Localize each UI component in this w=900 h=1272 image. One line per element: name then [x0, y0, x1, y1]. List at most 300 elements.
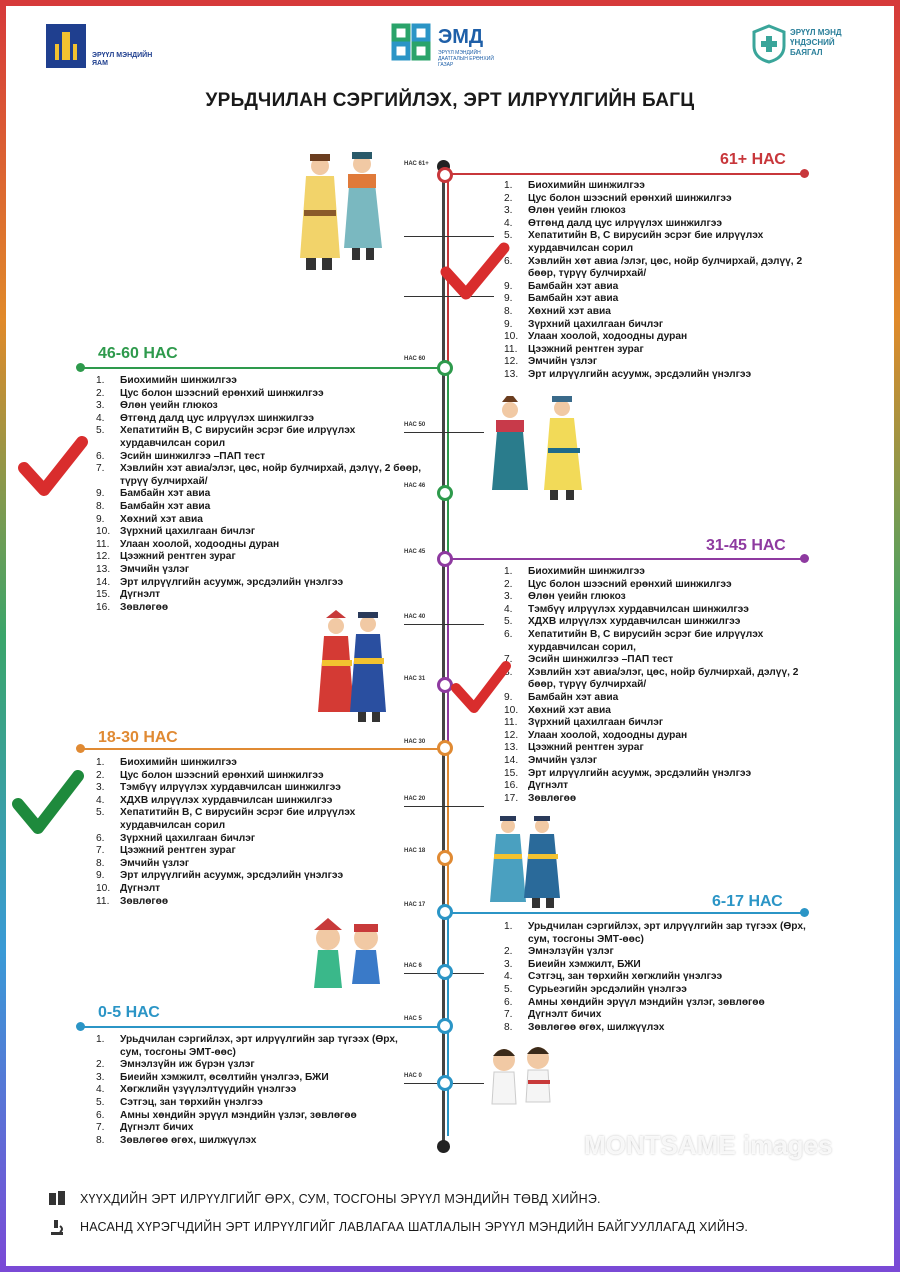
age-tick-30: НАС 30: [404, 739, 426, 745]
footer-line-2: [48, 1218, 748, 1236]
list-item-text: Хэвлийн хэт авиа/элэг, цөс, нойр булчирхай, дэлүү, 2 бөөр, түрүү булчирхай/: [528, 666, 799, 691]
list-item-text: Бамбайн хэт авиа: [120, 500, 211, 512]
list-item-text: Цус болон шээсний ерөнхий шинжилгээ: [120, 387, 324, 399]
list-item: [504, 218, 824, 231]
list-item: [504, 755, 824, 768]
g0-line: [80, 1026, 440, 1028]
axis-segment-46: [447, 368, 449, 558]
list-item-text: Бамбайн хэт авиа: [528, 691, 619, 703]
g6-line: [452, 912, 806, 914]
list-item-number: 1.: [96, 375, 105, 386]
list-item-number: 16.: [96, 601, 111, 613]
toddlers-illustration: [484, 1044, 558, 1110]
list-item-text: Биохимийн шинжилгээ: [120, 375, 237, 386]
list-item-number: 16.: [504, 780, 519, 792]
list-item: [96, 833, 416, 846]
list-item-text: Өлөн үеийн глюкоз: [528, 591, 626, 603]
list-item-text: Зөвлөгөө өгөх, шилжүүлэх: [528, 1021, 665, 1033]
list-item-number: 12.: [96, 551, 111, 563]
list-item-number: 15.: [504, 767, 519, 779]
list-item: [504, 1009, 824, 1022]
g18-line: [80, 748, 440, 750]
node-46: [437, 485, 453, 501]
g46-line: [80, 367, 440, 369]
list-item-text: Өтгөнд далд цус илрүүлэх шинжилгээ: [120, 412, 315, 424]
list-item: [504, 793, 824, 806]
list-item-number: 8.: [96, 1134, 105, 1146]
list-item-text: Улаан хоолой, ходоодны дуран: [528, 729, 688, 741]
emd-knot-icon: [390, 22, 434, 64]
list-item: [96, 807, 416, 832]
list-item-number: 2.: [504, 946, 513, 958]
axis-bottom-dot: [437, 1140, 450, 1153]
list-item-text: Эрт илрүүлгийн асуумж, эрсдэлийн үнэлгээ: [120, 870, 344, 882]
young-couple-illustration: [488, 814, 564, 910]
list-item-text: Хөхний хэт авиа: [120, 513, 203, 525]
list-item-text: Өлөн үеийн глюкоз: [528, 205, 626, 217]
list-item-number: 4.: [504, 217, 513, 229]
list-item-text: Дүгнэлт бичих: [528, 1009, 602, 1021]
age-tick-61: НАС 61+: [404, 161, 429, 167]
list-item: [504, 921, 824, 946]
health-logo-text: ЭРҮҮЛ МЭНД ҮНДЭСНИЙ БАЯГАЛ: [790, 28, 842, 57]
list-item-text: Цус болон шээсний ерөнхий шинжилгээ: [120, 769, 324, 781]
list-item: [504, 566, 824, 579]
list-item-number: 4.: [96, 412, 105, 424]
list-item-number: 8.: [504, 1021, 513, 1033]
list-item-text: Биохимийн шинжилгээ: [528, 180, 645, 191]
children-illustration: [306, 918, 388, 994]
g31-line: [452, 558, 806, 560]
list-item-number: 7.: [504, 1009, 513, 1021]
health-logo: [752, 24, 786, 69]
list-item-number: 7.: [96, 1122, 105, 1134]
g46-line-dot: [76, 363, 85, 372]
list-item-number: 8.: [96, 500, 105, 512]
list-item-number: 8.: [504, 305, 513, 317]
tick-line: [404, 236, 494, 237]
list-item: [504, 369, 824, 382]
list-item-number: 14.: [504, 754, 519, 766]
list-item-number: 2.: [504, 192, 513, 204]
list-item-text: Улаан хоолой, ходоодны дуран: [528, 331, 688, 343]
list-item: [96, 1122, 416, 1135]
list-item-number: 8.: [96, 857, 105, 869]
list-item-text: Дүгнэлт: [120, 882, 161, 894]
list-item-number: 10.: [504, 704, 519, 716]
list-item-number: 7.: [96, 845, 105, 857]
list-item-number: 11.: [96, 538, 110, 550]
node-18: [437, 850, 453, 866]
list-item: [504, 667, 824, 692]
list-item-number: 5.: [504, 230, 513, 242]
node-61: [437, 167, 453, 183]
list-item-text: Улаан хоолой, ходоодны дуран: [120, 538, 280, 550]
list-item-text: Дүгнэлт бичих: [120, 1122, 194, 1134]
footer-line-1-text: ХҮҮХДИЙН ЭРТ ИЛРҮҮЛГИЙГ ӨРХ, СУМ, ТОСГОНЫ ЭРҮҮЛ МЭНДИЙН ТӨВД ХИЙНЭ.: [80, 1192, 601, 1206]
g0-title: 0-5 НАС: [98, 1004, 160, 1021]
list-item-text: Биохимийн шинжилгээ: [528, 566, 645, 577]
list-item-text: Хепатитийн В, С вирусийн эсрэг бие илрүүлэх хурдавчилсан сорил: [120, 425, 356, 449]
g6-line-dot: [800, 908, 809, 917]
list-item-text: Зөвлөгөө өгөх, шилжүүлэх: [120, 1134, 257, 1146]
list-item-number: 4.: [504, 971, 513, 983]
list-item: [96, 564, 426, 577]
list-item-number: 9.: [504, 318, 513, 330]
list-item-number: 5.: [504, 983, 513, 995]
node-6: [437, 964, 453, 980]
g61-line-dot: [800, 169, 809, 178]
list-item-text: Хепатитийн В, С вирусийн эсрэг бие илрүүлэх хурдавчилсан сорил: [120, 807, 356, 831]
list-item-number: 3.: [96, 1071, 105, 1083]
list-item-number: 4.: [504, 603, 513, 615]
list-item: [96, 1084, 416, 1097]
list-item: [96, 425, 426, 450]
list-item: [504, 984, 824, 997]
age-tick-18: НАС 18: [404, 848, 426, 854]
middle-aged-couple-illustration: [488, 396, 590, 500]
list-item-number: 1.: [504, 566, 513, 577]
list-item-text: Сэтгэц, зан төрхийн үнэлгээ: [120, 1096, 263, 1108]
list-item-text: Биеийн хэмжилт, өсөлтийн үнэлгээ, БЖИ: [120, 1071, 329, 1083]
list-item: [504, 256, 824, 281]
list-item: [504, 306, 824, 319]
watermark: MONTSAME images: [584, 1130, 833, 1160]
list-item: [504, 230, 824, 255]
list-item: [504, 780, 824, 793]
list-item-number: 4.: [96, 1084, 105, 1096]
tick-line: [404, 624, 484, 625]
list-item-text: Цээжний рентген зураг: [120, 845, 236, 857]
list-item: [96, 539, 426, 552]
list-item-text: Бамбайн хэт авиа: [528, 280, 619, 292]
list-item: [504, 730, 824, 743]
list-item-number: 5.: [504, 616, 513, 628]
list-item-text: Хөхний хэт авиа: [528, 305, 611, 317]
list-item-number: 17.: [504, 792, 519, 804]
list-item-number: 8.: [504, 666, 513, 678]
list-item: [504, 997, 824, 1010]
list-item-text: Зүрхний цахилгаан бичлэг: [528, 318, 664, 330]
list-item-number: 6.: [96, 450, 105, 462]
list-item-number: 1.: [96, 1034, 105, 1045]
g0-list: [96, 1034, 416, 1147]
list-item: [96, 883, 416, 896]
list-item-number: 11.: [504, 717, 518, 729]
list-item-text: Эрт илрүүлгийн асуумж, эрсдэлийн үнэлгээ: [528, 368, 752, 380]
list-item: [504, 180, 824, 193]
list-item-number: 9.: [504, 293, 513, 305]
age-tick-60: НАС 60: [404, 356, 426, 362]
list-item-text: Хепатитийн В, С вирусийн эсрэг бие илрүүлэх хурдавчилсан сорил,: [528, 628, 764, 653]
node-45: [437, 551, 453, 567]
list-item-number: 11.: [504, 343, 518, 355]
list-item-text: Зүрхний цахилгаан бичлэг: [120, 832, 256, 844]
list-item-text: Эсийн шинжилгээ –ПАП тест: [120, 450, 266, 462]
list-item-text: Өтгөнд далд цус илрүүлэх шинжилгээ: [528, 217, 723, 229]
list-item: [504, 629, 824, 654]
timeline-axis: [442, 168, 445, 1148]
list-item-text: Биеийн хэмжилт, БЖИ: [528, 958, 641, 970]
list-item: [504, 705, 824, 718]
list-item-number: 10.: [96, 526, 111, 538]
list-item-number: 6.: [96, 1109, 105, 1121]
g61-title: 61+ НАС: [720, 151, 786, 168]
list-item-text: Дүгнэлт: [120, 589, 161, 601]
age-tick-50: НАС 50: [404, 422, 426, 428]
list-item-number: 4.: [96, 794, 105, 806]
list-item-number: 10.: [96, 882, 111, 894]
emd-logo: [390, 22, 434, 69]
list-item: [504, 959, 824, 972]
list-item: [504, 205, 824, 218]
age-tick-46: НАС 46: [404, 483, 426, 489]
list-item-number: 9.: [504, 691, 513, 703]
list-item-text: Амны хөндийн эрүүл мэндийн үзлэг, зөвлөгөө: [528, 996, 765, 1008]
list-item-number: 9.: [96, 513, 105, 525]
list-item: [504, 331, 824, 344]
list-item: [96, 1072, 416, 1085]
g0-line-dot: [76, 1022, 85, 1031]
list-item: [96, 589, 426, 602]
list-item: [96, 757, 416, 770]
list-item: [504, 344, 824, 357]
footer-line-2-text: НАСАНД ХҮРЭГЧДИЙН ЭРТ ИЛРҮҮЛГИЙГ ЛАВЛАГАА ШАТЛАЛЫН ЭРҮҮЛ МЭНДИЙН БАЙГУУЛЛАГАД ХИЙНЭ.: [80, 1220, 749, 1234]
list-item-number: 6.: [504, 628, 513, 640]
list-item: [504, 319, 824, 332]
list-item: [504, 768, 824, 781]
age-tick-31: НАС 31: [404, 676, 426, 682]
list-item-text: Сэтгэц, зан төрхийн хөгжлийн үнэлгээ: [528, 971, 723, 983]
list-item-text: Эмчийн үзлэг: [120, 563, 190, 575]
list-item-text: Өлөн үеийн глюкоз: [120, 400, 218, 412]
g18-line-dot: [76, 744, 85, 753]
list-item-number: 10.: [504, 331, 519, 343]
list-item-number: 5.: [96, 807, 105, 819]
list-item: [96, 501, 426, 514]
list-item: [504, 356, 824, 369]
elderly-couple-illustration: [292, 148, 392, 274]
ministry-logo-text: ЭРҮҮЛ МЭНДИЙН ЯАМ: [92, 52, 153, 67]
list-item-number: 14.: [96, 576, 111, 588]
node-17: [437, 904, 453, 920]
list-item: [96, 1135, 416, 1148]
age-tick-17: НАС 17: [404, 902, 426, 908]
axis-segment-31: [447, 558, 449, 748]
list-item: [504, 717, 824, 730]
footer-line-1: [48, 1190, 601, 1208]
list-item-number: 2.: [96, 769, 105, 781]
list-item-text: Эрт илрүүлгийн асуумж, эрсдэлийн үнэлгээ: [120, 576, 344, 588]
list-item: [96, 400, 426, 413]
list-item-text: Тэмбүү илрүүлэх хурдавчилсан шинжилгээ: [528, 603, 749, 615]
g18-list: [96, 757, 416, 908]
list-item-text: Цус болон шээсний ерөнхий шинжилгээ: [528, 192, 732, 204]
list-item-text: Цээжний рентген зураг: [120, 551, 236, 563]
list-item-number: 9.: [504, 280, 513, 292]
list-item-text: Сурьеэгийн эрсдэлийн үнэлгээ: [528, 983, 687, 995]
list-item: [504, 654, 824, 667]
node-0: [437, 1075, 453, 1091]
list-item: [96, 388, 426, 401]
shield-cross-icon: [752, 24, 786, 64]
list-item-number: 12.: [504, 356, 519, 368]
list-item-number: 3.: [96, 400, 105, 412]
g31-line-dot: [800, 554, 809, 563]
list-item-text: Зөвлөгөө: [528, 792, 577, 804]
list-item: [96, 577, 426, 590]
list-item: [96, 375, 426, 388]
list-item-number: 15.: [96, 589, 111, 601]
list-item: [96, 845, 416, 858]
list-item-number: 2.: [96, 1059, 105, 1071]
list-item: [504, 971, 824, 984]
emd-logo-text: ЭМД: [438, 26, 484, 48]
list-item: [504, 1022, 824, 1035]
list-item: [96, 463, 426, 488]
microscope-icon: [48, 1218, 66, 1236]
g31-list: [504, 566, 824, 805]
list-item-number: 2.: [96, 387, 105, 399]
list-item-text: Хөгжлийн үзүүлэлтүүдийн үнэлгээ: [120, 1084, 297, 1096]
list-item-number: 5.: [96, 1096, 105, 1108]
g31-title: 31-45 НАС: [706, 537, 786, 554]
checkmark-icon: [12, 770, 84, 836]
list-item-text: Амны хөндийн эрүүл мэндийн үзлэг, зөвлөгөө: [120, 1109, 357, 1121]
list-item-number: 7.: [96, 463, 105, 475]
list-item-text: Биохимийн шинжилгээ: [120, 757, 237, 768]
list-item-number: 3.: [504, 205, 513, 217]
list-item-number: 13.: [96, 563, 111, 575]
list-item: [96, 795, 416, 808]
age-tick-0: НАС 0: [404, 1073, 422, 1079]
list-item-number: 2.: [504, 578, 513, 590]
list-item: [96, 870, 416, 883]
age-tick-5: НАС 5: [404, 1016, 422, 1022]
list-item-text: Эмнэлзүйн иж бүрэн үзлэг: [120, 1059, 255, 1071]
g6-list: [504, 921, 824, 1034]
list-item-text: Зөвлөгөө: [120, 895, 169, 907]
list-item: [504, 579, 824, 592]
list-item: [504, 591, 824, 604]
g61-line: [452, 173, 806, 175]
list-item-text: Зүрхний цахилгаан бичлэг: [528, 717, 664, 729]
checkmark-icon: [18, 436, 88, 498]
list-item-number: 7.: [504, 654, 513, 666]
list-item: [96, 1097, 416, 1110]
list-item-text: Цус болон шээсний ерөнхий шинжилгээ: [528, 578, 732, 590]
g46-title: 46-60 НАС: [98, 345, 178, 362]
list-item: [96, 770, 416, 783]
adult-couple-illustration: [314, 610, 392, 722]
list-item-number: 9.: [96, 488, 105, 500]
list-item: [96, 1034, 416, 1059]
list-item: [504, 281, 824, 294]
list-item-number: 3.: [504, 958, 513, 970]
list-item-text: Зөвлөгөө: [120, 601, 169, 613]
checkmark-icon: [440, 242, 510, 302]
age-tick-40: НАС 40: [404, 614, 426, 620]
list-item: [96, 1059, 416, 1072]
list-item-text: Бамбайн хэт авиа: [528, 293, 619, 305]
age-tick-45: НАС 45: [404, 549, 426, 555]
abc-blocks-icon: [48, 1190, 66, 1208]
list-item: [96, 526, 426, 539]
list-item-text: Цээжний рентген зураг: [528, 343, 644, 355]
list-item-text: Зүрхний цахилгаан бичлэг: [120, 526, 256, 538]
list-item: [504, 946, 824, 959]
list-item-text: Хэвлийн хөт авиа /элэг, цөс, нойр булчирхай, дэлүү, 2 бөөр, түрүү булчирхай/: [528, 255, 803, 280]
age-tick-6: НАС 6: [404, 963, 422, 969]
list-item-text: Эмчийн үзлэг: [528, 356, 598, 368]
page-title: УРЬДЧИЛАН СЭРГИЙЛЭХ, ЭРТ ИЛРҮҮЛГИЙН БАГЦ: [205, 90, 695, 111]
list-item: [504, 742, 824, 755]
list-item: [96, 551, 426, 564]
list-item-number: 6.: [96, 832, 105, 844]
list-item-number: 13.: [504, 742, 519, 754]
g46-list: [96, 375, 426, 614]
list-item: [96, 858, 416, 871]
list-item-text: Хэвлийн хэт авиа/элэг, цөс, нойр булчирхай, дэлүү, 2 бөөр, түрүү булчирхай/: [120, 463, 422, 487]
list-item-number: 13.: [504, 368, 519, 380]
list-item-text: Хепатитийн В, С вирусийн эсрэг бие илрүүлэх хурдавчилсан сорил: [528, 230, 764, 254]
g6-title: 6-17 НАС: [712, 893, 783, 910]
list-item: [96, 1110, 416, 1123]
list-item-text: ХДХВ илрүүлэх хурдавчилсан шинжилгээ: [120, 794, 333, 806]
list-item: [504, 692, 824, 705]
list-item-text: Хөхний хэт авиа: [528, 704, 611, 716]
list-item-number: 1.: [96, 757, 105, 768]
list-item: [96, 896, 416, 909]
list-item-number: 3.: [96, 782, 105, 794]
list-item-number: 1.: [504, 180, 513, 191]
g18-title: 18-30 НАС: [98, 729, 178, 746]
list-item: [504, 616, 824, 629]
list-item-text: Эсийн шинжилгээ –ПАП тест: [528, 654, 674, 666]
list-item-number: 9.: [96, 870, 105, 882]
list-item-text: Тэмбүү илрүүлэх хурдавчилсан шинжилгээ: [120, 782, 341, 794]
g61-list: [504, 180, 824, 382]
list-item: [504, 604, 824, 617]
list-item-number: 6.: [504, 255, 513, 267]
tick-line: [404, 806, 484, 807]
ministry-logo: [46, 24, 86, 73]
list-item: [96, 488, 426, 501]
checkmark-icon: [450, 660, 512, 716]
list-item-number: 5.: [96, 425, 105, 437]
list-item-text: ХДХВ илрүүлэх хурдавчилсан шинжилгээ: [528, 616, 741, 628]
list-item: [96, 782, 416, 795]
age-tick-20: НАС 20: [404, 796, 426, 802]
list-item-text: Эмчийн үзлэг: [528, 754, 598, 766]
axis-segment-18: [447, 748, 449, 906]
list-item: [96, 514, 426, 527]
list-item-text: Цээжний рентген зураг: [528, 742, 644, 754]
list-item-number: 3.: [504, 591, 513, 603]
list-item-text: Эрт илрүүлгийн асуумж, эрсдэлийн үнэлгээ: [528, 767, 752, 779]
list-item-number: 1.: [504, 921, 513, 932]
list-item-text: Дүгнэлт: [528, 780, 569, 792]
list-item: [96, 451, 426, 464]
list-item-text: Эмчийн үзлэг: [120, 857, 190, 869]
list-item: [504, 293, 824, 306]
list-item-text: Бамбайн хэт авиа: [120, 488, 211, 500]
list-item-text: Урьдчилан сэргийлэх, эрт илрүүлгийн зар түгээх (Өрх, сум, тосгоны ЭМТ-өөс): [528, 921, 806, 945]
list-item: [96, 413, 426, 426]
list-item-number: 12.: [504, 729, 519, 741]
list-item-text: Урьдчилан сэргийлэх, эрт илрүүлгийн зар түгээх (Өрх, сум, тосгоны ЭМТ-өөс): [120, 1034, 398, 1058]
list-item-number: 11.: [96, 895, 110, 907]
